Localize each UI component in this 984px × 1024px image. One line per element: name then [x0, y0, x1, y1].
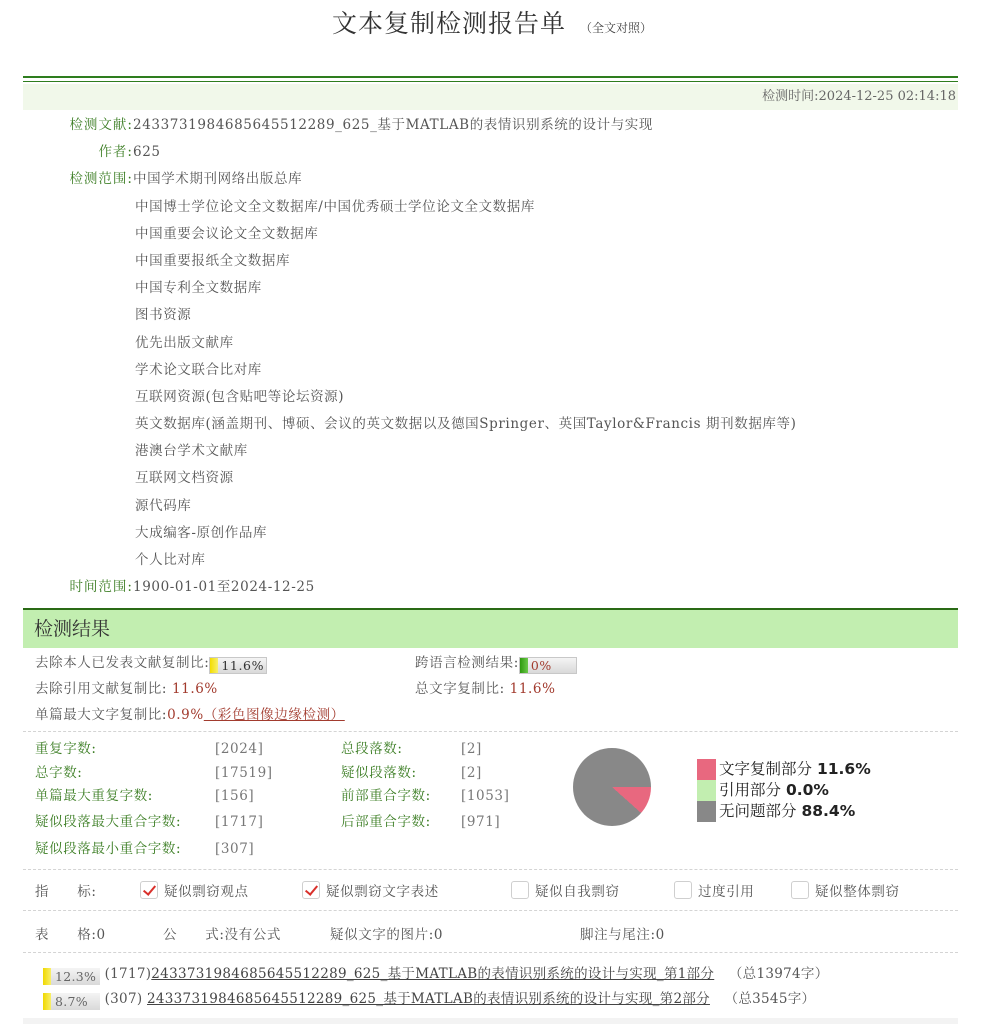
stat-label: 总段落数: — [341, 741, 403, 757]
checkbox-label: 疑似剽窃观点 — [164, 884, 249, 900]
stat-value: [1053] — [461, 788, 510, 804]
part-ratio-bar — [43, 968, 100, 985]
legend-label: 引用部分 — [719, 781, 782, 799]
document-row — [23, 112, 958, 139]
pie — [573, 748, 651, 826]
stat-value: [1717] — [215, 813, 264, 830]
stat-label: 前部重合字数: — [341, 788, 431, 804]
legend-swatch — [697, 780, 716, 801]
author-label: 作者: — [98, 144, 133, 161]
stat-value: [307] — [215, 840, 255, 857]
exclude-quote-row — [35, 676, 955, 702]
text-image-count: 疑似文字的图片:0 — [330, 927, 444, 943]
scope-item: 优先出版文献库 — [135, 334, 234, 351]
stat-value: [2] — [461, 741, 482, 757]
result-summary — [35, 650, 955, 728]
total-copy-label: 总文字复制比: — [415, 681, 505, 697]
misc-counts — [35, 920, 955, 946]
scope-item: 中国重要报纸全文数据库 — [135, 252, 291, 269]
total-copy-value: 11.6% — [509, 681, 556, 697]
exclude-self-value: 11.6% — [221, 658, 265, 673]
legend-swatch — [697, 801, 716, 822]
indicator-plagiarized-wording[interactable] — [302, 880, 439, 900]
legend-value: 88.4% — [801, 802, 856, 820]
divider — [23, 731, 958, 732]
scope-item: 图书资源 — [135, 307, 192, 324]
time-range-value: 1900-01-01至2024-12-25 — [133, 579, 315, 596]
report-title: 文本复制检测报告单 — [331, 9, 566, 38]
stat-value: [2] — [461, 764, 482, 781]
stat-row — [35, 738, 555, 762]
scope-label: 检测范围: — [69, 171, 133, 188]
part-percent: 12.3% — [55, 969, 97, 984]
exclude-quote-label: 去除引用文献复制比: — [35, 681, 168, 697]
cross-lang-label: 跨语言检测结果: — [415, 655, 519, 671]
scope-row — [23, 166, 958, 193]
stat-label: 单篇最大重复字数: — [35, 788, 153, 804]
single-max-source-link[interactable]: （彩色图像边缘检测） — [203, 707, 345, 723]
stat-label: 疑似段落数: — [341, 764, 417, 781]
footer-bar — [23, 1018, 958, 1024]
indicator-over-quotation[interactable] — [674, 880, 754, 900]
scope-item: 中国重要会议论文全文数据库 — [135, 225, 319, 242]
author-value: 625 — [133, 144, 161, 161]
formula-count: 公 式:没有公式 — [163, 927, 281, 943]
check-time: 检测时间:2024-12-25 02:14:18 — [23, 84, 958, 110]
stat-value: [971] — [461, 813, 501, 830]
checkbox-icon[interactable] — [791, 881, 809, 899]
part-row — [43, 987, 943, 1012]
stat-row — [35, 809, 555, 836]
legend-label: 文字复制部分 — [719, 760, 813, 778]
cross-lang — [415, 650, 577, 676]
document-label: 检测文献: — [69, 117, 133, 133]
indicator-self-plagiarism[interactable] — [511, 880, 620, 900]
stat-row — [35, 785, 555, 809]
parts-list — [43, 962, 943, 1012]
total-copy — [415, 676, 556, 702]
stat-value: [17519] — [215, 764, 273, 781]
scope-item: 源代码库 — [135, 497, 192, 514]
checkbox-icon[interactable] — [674, 881, 692, 899]
part-total: （总3545字） — [724, 991, 816, 1007]
scope-item: 港澳台学术文献库 — [135, 443, 248, 460]
legend-value: 0.0% — [785, 781, 829, 799]
legend-item-quote — [697, 780, 871, 801]
legend-item-clean — [697, 801, 871, 822]
cross-lang-bar — [519, 657, 577, 674]
exclude-self-row — [35, 650, 955, 676]
legend-item-copy — [697, 759, 871, 780]
divider — [23, 910, 958, 911]
scope-item: 个人比对库 — [135, 552, 206, 568]
part-row — [43, 962, 943, 987]
part-count: (307) — [104, 991, 143, 1007]
divider — [23, 952, 958, 953]
part-link[interactable]: 2433731984685645512289_625_基于MATLAB的表情识别系统的设计与实现_第1部分 — [151, 966, 715, 982]
indicator-whole-plagiarism[interactable] — [791, 880, 900, 900]
legend-value: 11.6% — [816, 760, 871, 778]
exclude-self-label: 去除本人已发表文献复制比: — [35, 655, 210, 671]
scope-item: 互联网文档资源 — [135, 470, 234, 487]
indicators-row — [35, 877, 955, 903]
checkbox-label: 过度引用 — [698, 884, 755, 900]
result-section-header — [23, 608, 958, 648]
cross-lang-value: 0% — [530, 658, 552, 673]
scope-item: 大成编客-原创作品库 — [135, 524, 268, 541]
checkbox-icon[interactable] — [511, 881, 529, 899]
part-count: (1717) — [104, 966, 152, 982]
result-heading: 检测结果 — [34, 618, 111, 640]
part-total: （总13974字） — [728, 966, 829, 982]
author-row — [23, 139, 958, 166]
header-divider — [23, 76, 958, 82]
checkbox-label: 疑似整体剽窃 — [815, 884, 900, 900]
stat-label: 后部重合字数: — [341, 813, 431, 830]
stat-value: [156] — [215, 788, 255, 804]
scope-item: 中国博士学位论文全文数据库/中国优秀硕士学位论文全文数据库 — [135, 198, 535, 215]
stats-block — [35, 738, 555, 863]
scope-item: 互联网资源(包含贴吧等论坛资源) — [135, 388, 345, 405]
checkbox-label: 疑似剽窃文字表述 — [326, 884, 439, 900]
footnote-count: 脚注与尾注:0 — [580, 927, 665, 943]
stat-value: [2024] — [215, 741, 264, 757]
stat-label: 疑似段落最小重合字数: — [35, 840, 182, 857]
single-max-label: 单篇最大文字复制比: — [35, 707, 168, 723]
part-link[interactable]: 2433731984685645512289_625_基于MATLAB的表情识别系统的设计与实现_第2部分 — [147, 991, 710, 1007]
part-ratio-bar — [43, 993, 100, 1010]
time-range-label: 时间范围: — [69, 579, 133, 596]
document-value: 2433731984685645512289_625_基于MATLAB的表情识别系统的设计与实现 — [133, 117, 653, 133]
stat-row — [35, 762, 555, 786]
legend-label: 无问题部分 — [719, 802, 797, 820]
checkbox-label: 疑似自我剽窃 — [535, 884, 620, 900]
pie-legend — [697, 759, 871, 822]
scope-item: 中国专利全文数据库 — [135, 280, 262, 297]
report-subtitle: （全文对照） — [580, 21, 653, 35]
single-max-row — [35, 702, 955, 728]
stat-label: 疑似段落最大重合字数: — [35, 813, 182, 830]
stat-label: 重复字数: — [35, 741, 97, 757]
scope-item: 英文数据库(涵盖期刊、博硕、会议的英文数据以及德国Springer、英国Taylor&Francis 期刊数据库等) — [135, 416, 797, 433]
divider — [23, 869, 958, 870]
report-title-bar — [0, 4, 984, 40]
exclude-quote-value: 11.6% — [171, 681, 218, 697]
stat-label: 总字数: — [35, 764, 83, 781]
scope-item: 中国学术期刊网络出版总库 — [133, 171, 303, 188]
legend-swatch — [697, 759, 716, 780]
checkbox-checked-icon[interactable] — [302, 881, 320, 899]
time-range-row — [23, 574, 958, 601]
part-percent: 8.7% — [55, 994, 88, 1009]
indicators-label: 指 标: — [35, 884, 97, 900]
single-max-value: 0.9% — [167, 707, 204, 723]
stat-row — [35, 836, 555, 863]
scope-item: 学术论文联合比对库 — [135, 361, 262, 378]
exclude-self-bar — [209, 657, 267, 674]
document-info — [23, 112, 958, 601]
checkbox-checked-icon[interactable] — [140, 881, 158, 899]
copy-ratio-pie-chart — [570, 745, 910, 835]
indicator-plagiarized-ideas[interactable] — [140, 880, 249, 900]
table-count: 表 格:0 — [35, 927, 106, 943]
